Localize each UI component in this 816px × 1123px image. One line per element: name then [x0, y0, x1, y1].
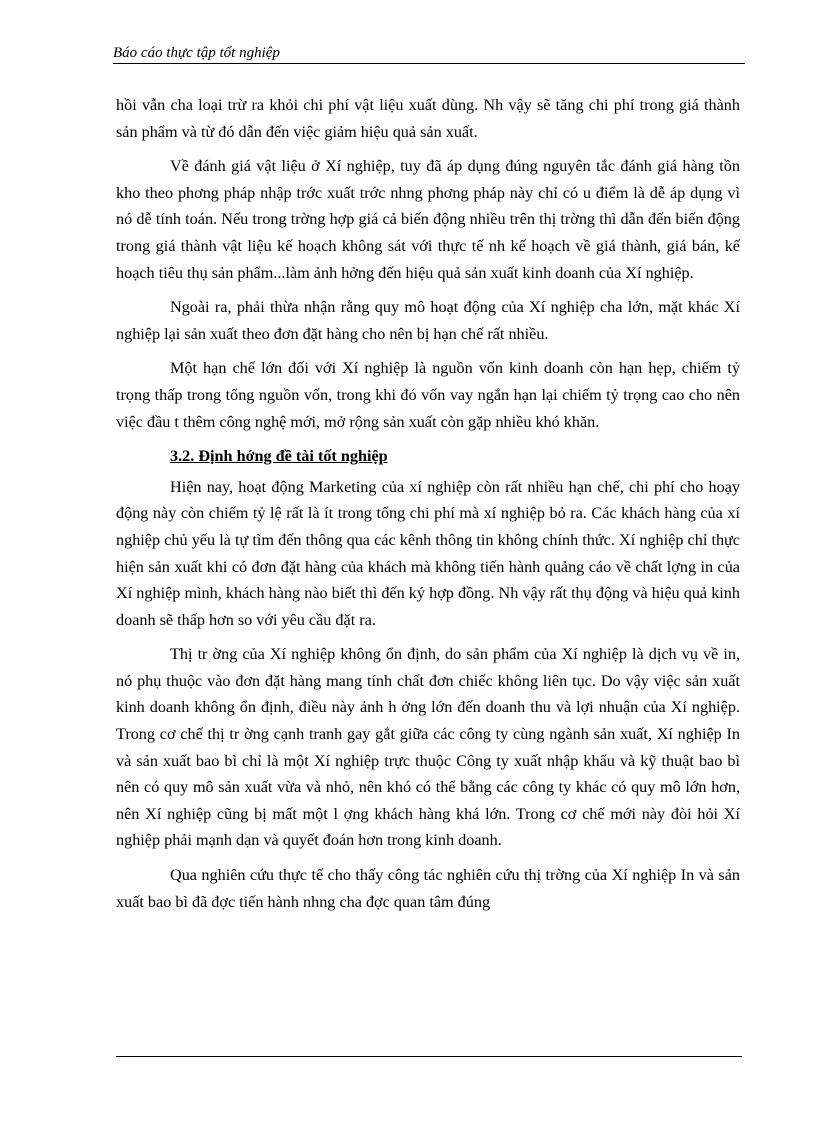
paragraph-6: Thị tr ờng của Xí nghiệp không ổn định, do sản phẩm của Xí nghiệp là dịch vụ về in, nó phụ thuộc vào đơn đặt hàng mang tính chất đơn chiếc không liên tục. Do vậy việc sản xuất kinh doanh không ổn định, điều này ảnh h ởng lớn đến doanh thu và lợi nhuận của Xí nghiệp. Trong cơ chế thị tr ờng cạnh tranh gay gắt giữa các công ty cùng ngành sản xuất, Xí nghiệp In và sản xuất bao bì chỉ là một Xí nghiệp trực thuộc Công ty xuất nhập khẩu và kỹ thuật bao bì nên có quy mô sản xuất vừa và nhỏ, nên khó có thể bằng các công ty khác có quy mô lớn hơn, nên Xí nghiệp cũng bị mất một l ợng khách hàng khá lớn. Trong cơ chế mới này đòi hỏi Xí nghiệp phải mạnh dạn và quyết đoán hơn trong kinh doanh.	[116, 645, 740, 850]
paragraph-7: Qua nghiên cứu thực tế cho thấy công tác nghiên cứu thị trờng của Xí nghiệp In và sản xuất bao bì đã đợc tiến hành nhng cha đợc quan tâm đúng	[116, 866, 740, 911]
footer-rule	[116, 1056, 742, 1057]
paragraph-1: hồi vẫn cha loại trừ ra khỏi chi phí vật liệu xuất dùng. Nh vậy sẽ tăng chi phí trong giá thành sản phẩm và từ đó dẫn đến việc giảm hiệu quả sản xuất.	[116, 96, 740, 141]
page-header: Báo cáo thực tập tốt nghiệp	[113, 45, 280, 61]
paragraph-2: Về đánh giá vật liệu ở Xí nghiệp, tuy đã áp dụng đúng nguyên tắc đánh giá hàng tồn kho theo phơng pháp nhập trớc xuất trớc nhng phơng pháp này chỉ có u điểm là dễ áp dụng vì nó dễ tính toán. Nếu trong trờng hợp giá cả biến động nhiều trên thị trờng thì dẫn đến biến động trong giá thành vật liệu kế hoạch không sát với thực tế nh kế hoạch về giá thành, giá bán, kế hoạch tiêu thụ sản phẩm...làm ảnh hởng đến hiệu quả sản xuất kinh doanh của Xí nghiệp.	[116, 157, 740, 282]
paragraph-5: Hiện nay, hoạt động Marketing của xí nghiệp còn rất nhiều hạn chế, chi phí cho hoạy động này còn chiếm tỷ lệ rất là ít trong tổng chi phí mà xí nghiệp bỏ ra. Các khách hàng của xí nghiệp chủ yếu là tự tìm đến thông qua các kênh thông tin không chính thức. Xí nghiệp chỉ thực hiện sản xuất khi có đơn đặt hàng của khách mà không tiến hành quảng cáo về chất lợng in của Xí nghiệp mình, khách hàng nào biết thì đến ký hợp đồng. Nh vậy rất thụ động và hiệu quả kinh doanh sẽ thấp hơn so với yêu cầu đặt ra.	[116, 477, 740, 629]
paragraph-3: Ngoài ra, phải thừa nhận rằng quy mô hoạt động của Xí nghiệp cha lớn, mặt khác Xí nghiệp lại sản xuất theo đơn đặt hàng cho nên bị hạn chế rất nhiều.	[116, 298, 740, 343]
paragraph-4: Một hạn chế lớn đối với Xí nghiệp là nguồn vốn kinh doanh còn hạn hẹp, chiếm tỷ trọng thấp trong tổng nguồn vốn, trong khi đó vốn vay ngắn hạn lại chiếm tỷ trọng cao cho nên việc đầu t thêm công nghệ mới, mở rộng sản xuất còn gặp nhiều khó khăn.	[116, 359, 740, 431]
header-rule	[113, 63, 745, 64]
section-heading: 3.2. Định hớng đề tài tốt nghiệp	[170, 447, 388, 466]
document-body	[116, 92, 740, 923]
